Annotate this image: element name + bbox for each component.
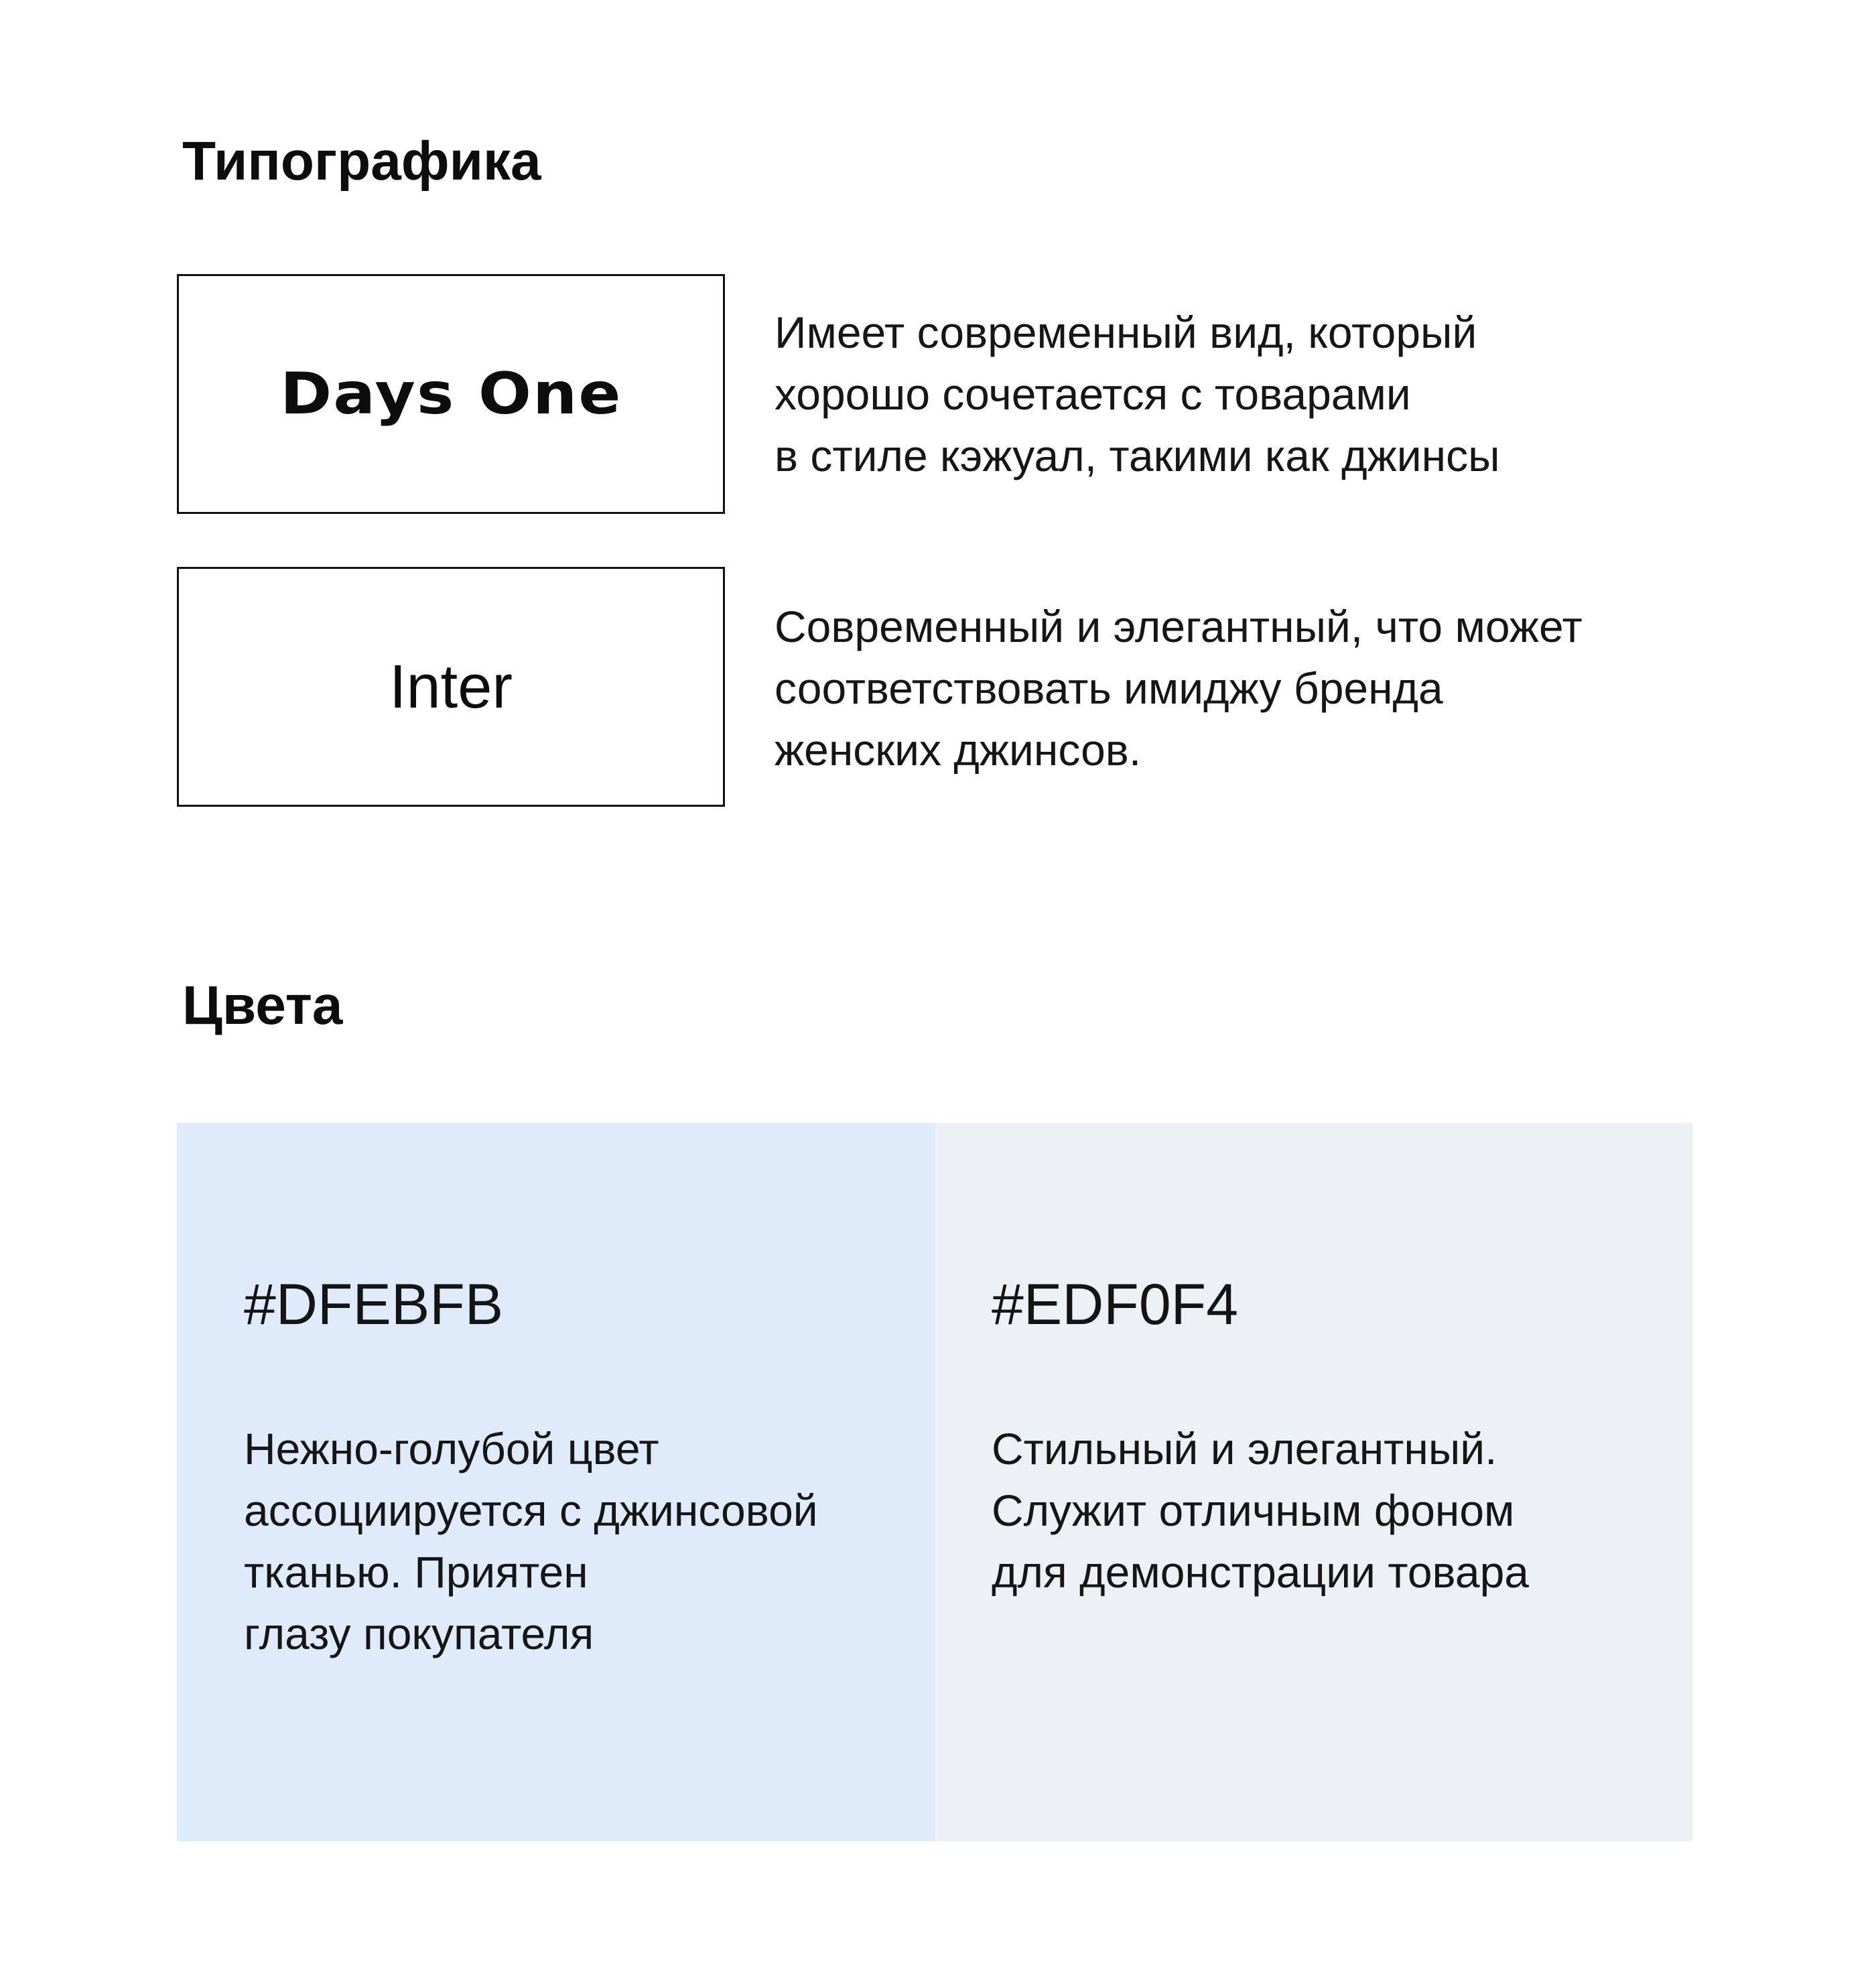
- swatch-description: Нежно-голубой цвет ассоциируется с джинсовой тканью. Приятен глазу покупателя: [244, 1424, 818, 1658]
- font-sample-box-days-one: [177, 274, 725, 514]
- font-sample-box-inter: [177, 567, 725, 807]
- font-name-inter: Inter: [389, 652, 513, 721]
- typography-section-title: Типографика: [182, 131, 541, 192]
- swatch-hex-code: #EDF0F4: [992, 1272, 1239, 1337]
- font-description-days-one: Имеет современный вид, который хорошо сочетается с товарами в стиле кэжуал, такими как джинсы: [775, 308, 1500, 480]
- colors-section-title: Цвета: [182, 975, 343, 1036]
- color-swatch-light-blue: [177, 1123, 935, 1841]
- color-swatch-light-gray: [935, 1123, 1692, 1841]
- font-description-inter: Современный и элегантный, что может соответствовать имиджу бренда женских джинсов.: [775, 602, 1583, 775]
- font-name-days-one: Days One: [279, 360, 622, 428]
- swatch-hex-code: #DFEBFB: [244, 1272, 504, 1337]
- swatch-description: Стильный и элегантный. Служит отличным фоном для демонстрации товара: [992, 1424, 1529, 1597]
